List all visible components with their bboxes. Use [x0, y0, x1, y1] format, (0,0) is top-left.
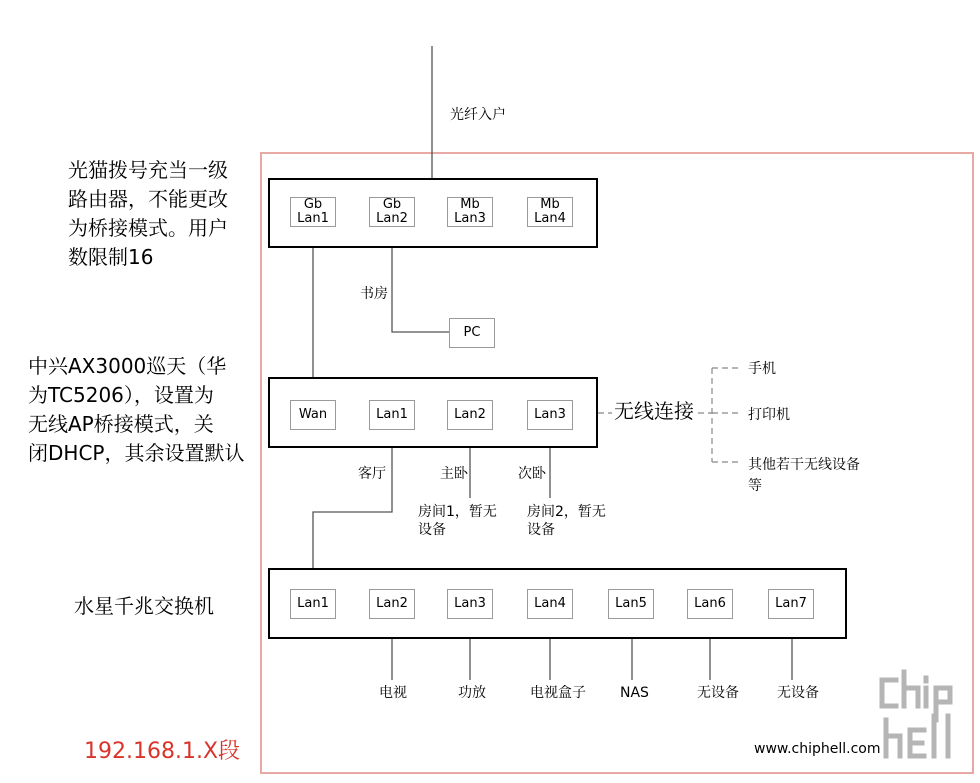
router-port-wan: Wan [290, 400, 336, 430]
device-none-7: 无设备 [777, 685, 819, 701]
switch-description: 水星千兆交换机 [74, 594, 214, 618]
chiphell-logo [878, 668, 974, 773]
switch-port-lan5: Lan5 [608, 589, 654, 619]
device-tv-box: 电视盒子 [530, 685, 586, 701]
room1-note: 房间1，暂无 设备 [418, 504, 497, 538]
master-room-label: 主卧 [440, 466, 468, 482]
second-room-label: 次卧 [518, 466, 546, 482]
router-port-lan2: Lan2 [447, 400, 493, 430]
subnet-label: 192.168.1.X段 [84, 739, 241, 764]
switch-port-lan3: Lan3 [447, 589, 493, 619]
modem-port-lan2: Gb Lan2 [369, 197, 415, 227]
chiphell-logo-icon [878, 668, 974, 773]
modem-description: 光猫拨号充当一级 路由器，不能更改 为桥接模式。用户 数限制16 [68, 158, 228, 269]
device-tv: 电视 [379, 685, 407, 701]
wireless-label: 无线连接 [614, 399, 694, 423]
wireless-device-phone: 手机 [748, 361, 776, 377]
switch-port-lan1: Lan1 [290, 589, 336, 619]
router-port-lan1: Lan1 [369, 400, 415, 430]
switch-port-lan6: Lan6 [687, 589, 733, 619]
wireless-device-printer: 打印机 [748, 407, 790, 423]
device-none-6: 无设备 [697, 685, 739, 701]
room2-note: 房间2，暂无 设备 [527, 504, 606, 538]
switch-port-lan2: Lan2 [369, 589, 415, 619]
chiphell-url: www.chiphell.com [754, 741, 881, 757]
router-port-lan3: Lan3 [527, 400, 573, 430]
switch-port-lan7: Lan7 [768, 589, 814, 619]
device-nas: NAS [620, 685, 649, 701]
modem-port-lan1: Gb Lan1 [290, 197, 336, 227]
living-room-label: 客厅 [358, 466, 386, 482]
router-to-switch-line [313, 430, 392, 589]
device-amplifier: 功放 [458, 685, 486, 701]
modem-port-lan3: Mb Lan3 [447, 197, 493, 227]
fiber-label: 光纤入户 [450, 107, 506, 123]
wireless-device-etc: 等 [748, 478, 762, 494]
study-label: 书房 [360, 286, 388, 302]
pc-node: PC [449, 318, 495, 348]
switch-port-lan4: Lan4 [527, 589, 573, 619]
router-description: 中兴AX3000巡天（华 为TC5206），设置为 无线AP桥接模式，关 闭DHCP，其余设置默认 [28, 354, 245, 465]
wireless-device-others: 其他若干无线设备 [748, 457, 860, 473]
modem-port-lan4: Mb Lan4 [527, 197, 573, 227]
